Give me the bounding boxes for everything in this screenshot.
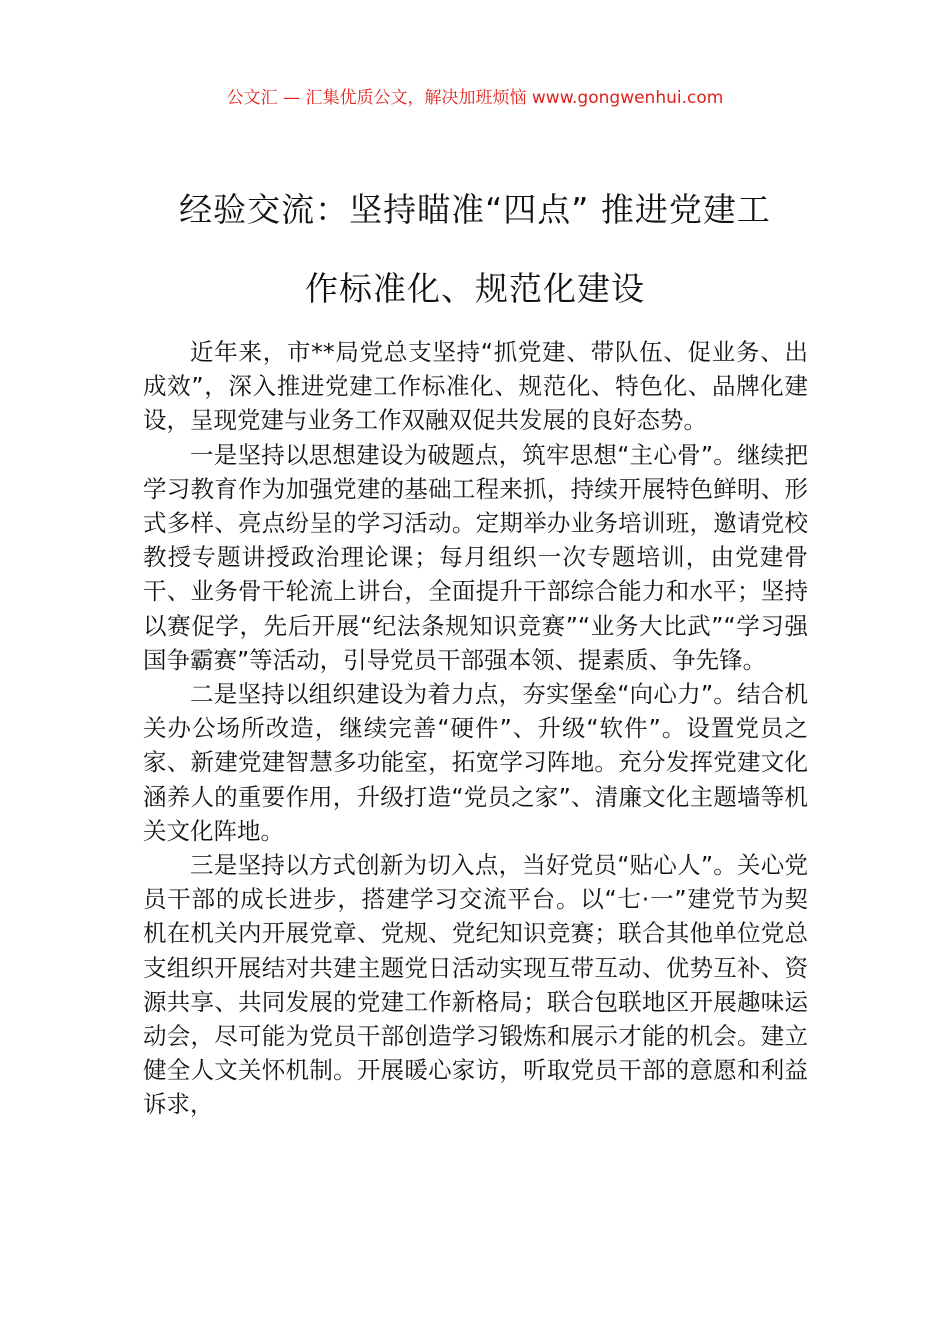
paragraph-point-3: 三是坚持以方式创新为切入点，当好党员“贴心人”。关心党员干部的成长进步，搭建学习交流平台。以“七·一”建党节为契机在机关内开展党章、党规、党纪知识竞赛；联合其他单位党总支组织开展结对共建主题党日活动实现互带互动、优势互补、资源共享、共同发展的党建工作新格局；联合包联地区开展趣味运动会，尽可能为党员干部创造学习锻炼和展示才能的机会。建立健全人文关怀机制。开展暖心家访，听取党员干部的意愿和利益诉求，	[143, 851, 808, 1119]
title-line-1: 经验交流：坚持瞄准“四点” 推进党建工	[179, 190, 771, 229]
document-title	[120, 170, 830, 328]
paragraph-intro: 近年来，市**局党总支坚持“抓党建、带队伍、促业务、出成效”，深入推进党建工作标准化、规范化、特色化、品牌化建设，呈现党建与业务工作双融双促共发展的良好态势。	[143, 338, 808, 435]
title-line-2: 作标准化、规范化建设	[305, 269, 645, 308]
document-body	[143, 335, 808, 1122]
paragraph-point-2: 二是坚持以组织建设为着力点，夯实堡垒“向心力”。结合机关办公场所改造，继续完善“硬件”、升级“软件”。设置党员之家、新建党建智慧多功能室，拓宽学习阵地。充分发挥党建文化涵养人的重要作用，升级打造“党员之家”、清廉文化主题墙等机关文化阵地。	[143, 680, 808, 845]
header-banner[interactable]: 公文汇 — 汇集优质公文，解决加班烦恼 www.gongwenhui.com	[226, 88, 724, 108]
paragraph-point-1: 一是坚持以思想建设为破题点，筑牢思想“主心骨”。继续把学习教育作为加强党建的基础工程来抓，持续开展特色鲜明、形式多样、亮点纷呈的学习活动。定期举办业务培训班，邀请党校教授专题讲授政治理论课；每月组织一次专题培训，由党建骨干、业务骨干轮流上讲台，全面提升干部综合能力和水平；坚持以赛促学，先后开展“纪法条规知识竞赛”“业务大比武”“学习强国争霸赛”等活动，引导党员干部强本领、提素质、争先锋。	[143, 440, 808, 674]
